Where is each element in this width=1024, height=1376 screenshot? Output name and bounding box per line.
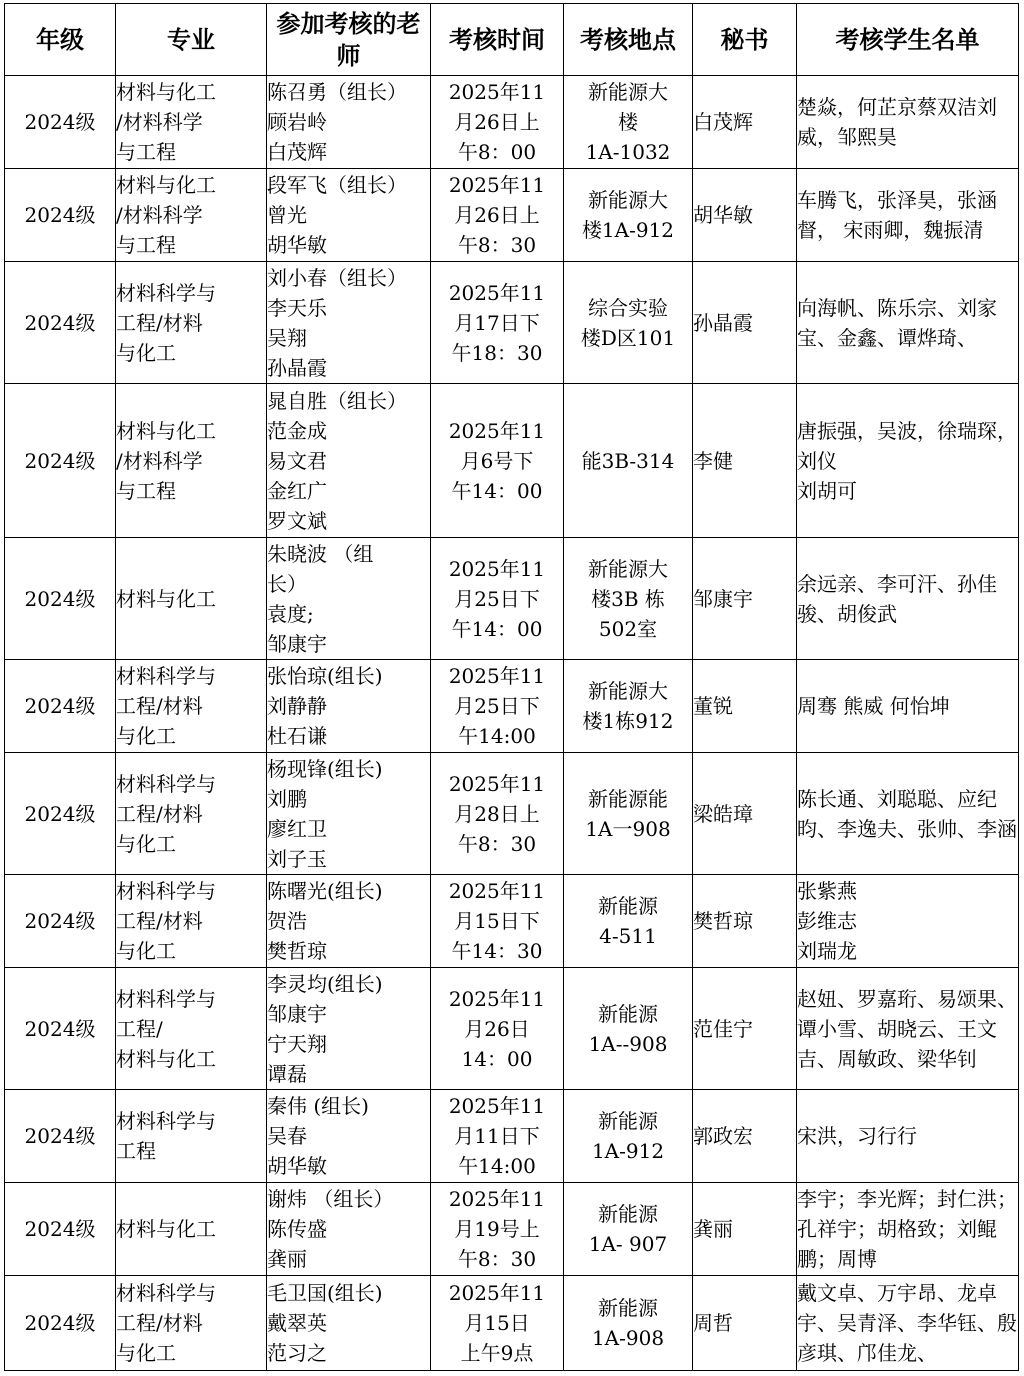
major-line: 与工程: [116, 140, 176, 164]
major-line: 工程/: [116, 1016, 163, 1041]
time-line: 2025年11: [448, 771, 546, 796]
table-row: [5, 76, 1019, 169]
place-line: 能3B-314: [581, 448, 675, 473]
time-line: 月6号下: [460, 448, 534, 473]
teacher-name: 戴翠英: [267, 1311, 327, 1335]
place-line: 502室: [598, 616, 658, 641]
grade-cell: 2024级: [5, 1183, 116, 1276]
secretary-cell: 梁皓璋: [693, 753, 797, 875]
teacher-name: 易文君: [267, 448, 327, 473]
student-list: 车腾飞，张泽昊，张涵督， 宋雨卿，魏振清: [797, 188, 997, 242]
teacher-name: 刘鹏: [267, 786, 307, 811]
table-row: [5, 262, 1019, 384]
place-cell: [564, 1276, 693, 1371]
teacher-name: 段军飞（组长）: [267, 173, 407, 197]
teacher-name: 廖红卫: [267, 816, 327, 841]
table-row: [5, 753, 1019, 875]
major-line: 材料科学与: [116, 986, 216, 1011]
secretary-cell: 白茂辉: [693, 76, 797, 169]
teacher-name: 邹康宇: [267, 1001, 327, 1026]
teacher-name: 樊哲琼: [267, 939, 327, 963]
time-line: 午8：30: [457, 831, 537, 856]
grade-cell: 2024级: [5, 384, 116, 538]
major-cell: [116, 875, 267, 968]
secretary-cell: 邹康宇: [693, 538, 797, 660]
major-line: 材料与化工: [116, 80, 216, 104]
time-cell: [431, 384, 564, 538]
teacher-name: 范习之: [267, 1341, 327, 1365]
time-line: 月17日下: [454, 310, 540, 335]
teacher-name: 胡华敏: [267, 233, 327, 257]
secretary-cell: 范佳宁: [693, 968, 797, 1090]
place-line: 新能源大: [588, 556, 668, 581]
time-line: 2025年11: [448, 1187, 546, 1211]
table-row: [5, 1090, 1019, 1183]
teacher-name: 龚丽: [267, 1247, 307, 1271]
major-line: 材料科学与: [116, 1109, 216, 1133]
teacher-name: 白茂辉: [267, 140, 327, 164]
table-row: [5, 660, 1019, 753]
teachers-cell: [267, 1276, 431, 1371]
student-list: 戴文卓、万宇昂、龙卓宇、吴青泽、李华钰、殷彦琪、邝佳龙、: [797, 1281, 1017, 1365]
teachers-cell: [267, 660, 431, 753]
secretary-cell: 胡华敏: [693, 169, 797, 262]
major-line: 材料科学与: [116, 879, 216, 903]
students-cell: [797, 76, 1019, 169]
time-line: 月15日下: [454, 909, 540, 933]
place-line: 1A-908: [591, 1326, 665, 1350]
grade-cell: 2024级: [5, 660, 116, 753]
teacher-name: 陈曙光(组长): [267, 879, 383, 903]
time-line: 午14：00: [451, 478, 543, 503]
time-line: 午14：00: [451, 616, 543, 641]
teacher-name: 朱晓波 （组: [267, 541, 374, 566]
time-cell: [431, 875, 564, 968]
table-row: [5, 1276, 1019, 1371]
header-time: 考核时间: [431, 4, 564, 76]
time-line: 月26日上: [454, 203, 540, 227]
teacher-name: 陈召勇（组长）: [267, 80, 407, 104]
major-cell: [116, 968, 267, 1090]
time-line: 月15日: [464, 1311, 530, 1335]
time-line: 2025年11: [448, 1281, 546, 1305]
teacher-name: 罗文斌: [267, 508, 327, 533]
teacher-name: 孙晶霞: [267, 355, 327, 380]
major-cell: [116, 660, 267, 753]
student-list: 周骞 熊威 何怡坤: [797, 694, 950, 718]
major-line: 工程/材料: [116, 801, 203, 826]
major-line: 与工程: [116, 478, 176, 503]
place-cell: [564, 538, 693, 660]
students-cell: [797, 1090, 1019, 1183]
teacher-name: 杨现锋(组长): [267, 756, 383, 781]
header-teachers: 参加考核的老师: [267, 4, 431, 76]
major-cell: [116, 384, 267, 538]
major-line: 与化工: [116, 724, 176, 748]
teacher-name: 吴春: [267, 1124, 307, 1148]
student-list: 彭维志: [797, 909, 857, 933]
table-row: [5, 968, 1019, 1090]
teacher-name: 张怡琼(组长): [267, 664, 383, 688]
secretary-cell: 龚丽: [693, 1183, 797, 1276]
time-cell: [431, 1183, 564, 1276]
major-line: 材料科学与: [116, 771, 216, 796]
place-line: 1A一908: [585, 816, 671, 841]
header-secretary: 秘书: [693, 4, 797, 76]
time-line: 2025年11: [448, 80, 546, 104]
major-cell: [116, 169, 267, 262]
place-cell: [564, 660, 693, 753]
students-cell: [797, 169, 1019, 262]
major-cell: [116, 753, 267, 875]
place-line: 新能源: [598, 894, 658, 918]
major-line: 工程: [116, 1139, 156, 1163]
teacher-name: 胡华敏: [267, 1154, 327, 1178]
secretary-cell: 郭政宏: [693, 1090, 797, 1183]
teacher-name: 秦伟 (组长): [267, 1094, 369, 1118]
teacher-name: 谢炜 （组长）: [267, 1187, 394, 1211]
place-cell: [564, 1090, 693, 1183]
teacher-name: 李天乐: [267, 295, 327, 320]
major-line: 材料科学与: [116, 280, 216, 305]
time-cell: [431, 262, 564, 384]
place-line: 新能源: [598, 1296, 658, 1320]
students-cell: [797, 753, 1019, 875]
teacher-name: 刘小春（组长）: [267, 265, 407, 290]
time-cell: [431, 538, 564, 660]
time-cell: [431, 169, 564, 262]
grade-cell: 2024级: [5, 968, 116, 1090]
students-cell: [797, 875, 1019, 968]
teacher-name: 贺浩: [267, 909, 307, 933]
major-line: 材料科学与: [116, 664, 216, 688]
major-line: 工程/材料: [116, 909, 203, 933]
teacher-name: 宁天翔: [267, 1031, 327, 1056]
student-list: 刘瑞龙: [797, 939, 857, 963]
major-cell: [116, 1090, 267, 1183]
teachers-cell: [267, 1183, 431, 1276]
major-cell: [116, 1183, 267, 1276]
students-cell: [797, 1276, 1019, 1371]
secretary-cell: 樊哲琼: [693, 875, 797, 968]
header-row: [5, 4, 1019, 76]
major-line: /材料科学: [116, 448, 203, 473]
time-line: 午8：00: [457, 140, 537, 164]
secretary-cell: 孙晶霞: [693, 262, 797, 384]
teacher-name: 刘静静: [267, 694, 327, 718]
place-line: 新能源大: [588, 679, 668, 703]
teacher-name: 李灵均(组长): [267, 971, 383, 996]
place-line: 楼3B 栋: [591, 586, 665, 611]
time-line: 月25日下: [454, 586, 540, 611]
major-line: 工程/材料: [116, 310, 203, 335]
time-line: 2025年11: [448, 418, 546, 443]
teachers-cell: [267, 968, 431, 1090]
time-cell: [431, 76, 564, 169]
place-cell: [564, 384, 693, 538]
assessment-schedule-table: [4, 3, 1019, 1371]
time-line: 午14：30: [451, 939, 543, 963]
time-line: 午18：30: [451, 340, 543, 365]
place-cell: [564, 875, 693, 968]
time-line: 2025年11: [448, 664, 546, 688]
teacher-name: 杜石谦: [267, 724, 327, 748]
major-cell: [116, 1276, 267, 1371]
student-list: 余远亲、李可汗、孙佳骏、胡俊武: [797, 571, 997, 626]
time-cell: [431, 1090, 564, 1183]
place-cell: [564, 1183, 693, 1276]
time-line: 午8：30: [457, 233, 537, 257]
header-students: 考核学生名单: [797, 4, 1019, 76]
student-list: 楚焱，何芷京蔡双洁刘威，邹熙昊: [797, 95, 997, 149]
place-line: 4-511: [599, 924, 657, 948]
student-list: 陈长通、刘聪聪、应纪昀、李逸夫、张帅、李涵: [797, 786, 1017, 841]
students-cell: [797, 660, 1019, 753]
teacher-name: 晁自胜（组长）: [267, 388, 407, 413]
time-line: 月11日下: [454, 1124, 540, 1148]
teacher-name: 陈传盛: [267, 1217, 327, 1241]
secretary-cell: 董锐: [693, 660, 797, 753]
students-cell: [797, 262, 1019, 384]
grade-cell: 2024级: [5, 538, 116, 660]
grade-cell: 2024级: [5, 262, 116, 384]
teacher-name: 顾岩岭: [267, 110, 327, 134]
student-list: 唐振强，吴波，徐瑞琛，刘仪: [797, 418, 1017, 473]
place-cell: [564, 169, 693, 262]
time-cell: [431, 660, 564, 753]
place-line: 楼D区101: [580, 325, 676, 350]
time-cell: [431, 753, 564, 875]
students-cell: [797, 538, 1019, 660]
place-line: 新能源大: [588, 80, 668, 104]
grade-cell: 2024级: [5, 1276, 116, 1371]
students-cell: [797, 384, 1019, 538]
secretary-cell: 周哲: [693, 1276, 797, 1371]
major-line: /材料科学: [116, 110, 203, 134]
major-cell: [116, 76, 267, 169]
time-line: 月26日: [464, 1016, 530, 1041]
time-line: 2025年11: [448, 879, 546, 903]
time-line: 2025年11: [448, 556, 546, 581]
major-cell: [116, 538, 267, 660]
major-line: 与化工: [116, 831, 176, 856]
students-cell: [797, 1183, 1019, 1276]
major-line: 与工程: [116, 233, 176, 257]
major-line: 工程/材料: [116, 1311, 203, 1335]
place-line: 楼1栋912: [582, 709, 674, 733]
teachers-cell: [267, 262, 431, 384]
major-line: 材料与化工: [116, 1046, 216, 1071]
time-line: 2025年11: [448, 1094, 546, 1118]
place-line: 新能源: [598, 1202, 658, 1226]
header-major: 专业: [116, 4, 267, 76]
place-line: 1A-1032: [585, 140, 671, 164]
teachers-cell: [267, 538, 431, 660]
table-row: [5, 1183, 1019, 1276]
major-cell: [116, 262, 267, 384]
grade-cell: 2024级: [5, 875, 116, 968]
grade-cell: 2024级: [5, 753, 116, 875]
place-line: 新能源能: [588, 786, 668, 811]
place-line: 楼1A-912: [581, 218, 675, 242]
time-line: 月26日上: [454, 110, 540, 134]
teacher-name: 刘子玉: [267, 846, 327, 871]
major-line: 材料与化工: [116, 418, 216, 443]
place-line: 新能源: [598, 1001, 658, 1026]
place-line: 综合实验: [588, 295, 668, 320]
table-row: [5, 875, 1019, 968]
student-list: 赵妞、罗嘉珩、易颂果、谭小雪、胡晓云、王文吉、周敏政、梁华钊: [797, 986, 1017, 1071]
student-list: 向海帆、陈乐宗、刘家宝、金鑫、谭烨琦、: [797, 295, 997, 350]
place-cell: [564, 76, 693, 169]
grade-cell: 2024级: [5, 76, 116, 169]
teachers-cell: [267, 169, 431, 262]
time-line: 2025年11: [448, 280, 546, 305]
teachers-cell: [267, 76, 431, 169]
teacher-name: 范金成: [267, 418, 327, 443]
teachers-cell: [267, 875, 431, 968]
time-line: 月28日上: [454, 801, 540, 826]
teacher-name: 邹康宇: [267, 631, 327, 656]
place-line: 新能源: [598, 1109, 658, 1133]
teacher-name: 金红广: [267, 478, 327, 503]
table-row: [5, 384, 1019, 538]
major-line: 与化工: [116, 1341, 176, 1365]
time-line: 月25日下: [454, 694, 540, 718]
place-line: 1A-912: [591, 1139, 665, 1163]
place-cell: [564, 968, 693, 1090]
grade-cell: 2024级: [5, 1090, 116, 1183]
major-line: 与化工: [116, 340, 176, 365]
place-line: 新能源大: [588, 188, 668, 212]
time-line: 午14:00: [458, 724, 536, 748]
time-cell: [431, 1276, 564, 1371]
header-grade: 年级: [5, 4, 116, 76]
place-cell: [564, 262, 693, 384]
teacher-name: 谭磊: [267, 1061, 307, 1086]
time-line: 午8：30: [457, 1247, 537, 1271]
time-line: 2025年11: [448, 173, 546, 197]
place-cell: [564, 753, 693, 875]
table-body: [5, 76, 1019, 1371]
time-line: 上午9点: [460, 1341, 534, 1365]
teacher-name: 袁度;: [267, 601, 314, 626]
place-line: 楼: [618, 110, 638, 134]
time-line: 14：00: [461, 1046, 533, 1071]
header-place: 考核地点: [564, 4, 693, 76]
student-list: 刘胡可: [797, 478, 857, 503]
time-line: 月19号上: [454, 1217, 540, 1241]
time-line: 2025年11: [448, 986, 546, 1011]
student-list: 李宇；李光辉；封仁洪；孔祥宇；胡格致；刘鲲鹏；周博: [797, 1187, 1017, 1271]
grade-cell: 2024级: [5, 169, 116, 262]
major-line: 材料与化工: [116, 586, 216, 611]
table-row: [5, 169, 1019, 262]
place-line: 1A--908: [588, 1031, 668, 1056]
secretary-cell: 李健: [693, 384, 797, 538]
table-row: [5, 538, 1019, 660]
major-line: 材料与化工: [116, 1217, 216, 1241]
time-cell: [431, 968, 564, 1090]
major-line: 与化工: [116, 939, 176, 963]
time-line: 午14:00: [458, 1154, 536, 1178]
teachers-cell: [267, 753, 431, 875]
student-list: 宋洪，习行行: [797, 1124, 917, 1148]
teachers-cell: [267, 1090, 431, 1183]
teachers-cell: [267, 384, 431, 538]
major-line: 工程/材料: [116, 694, 203, 718]
teacher-name: 毛卫国(组长): [267, 1281, 383, 1305]
place-line: 1A- 907: [588, 1232, 668, 1256]
students-cell: [797, 968, 1019, 1090]
teacher-name: 长）: [267, 571, 307, 596]
major-line: 材料与化工: [116, 173, 216, 197]
major-line: 材料科学与: [116, 1281, 216, 1305]
teacher-name: 曾光: [267, 203, 307, 227]
student-list: 张紫燕: [797, 879, 857, 903]
major-line: /材料科学: [116, 203, 203, 227]
teacher-name: 吴翔: [267, 325, 307, 350]
